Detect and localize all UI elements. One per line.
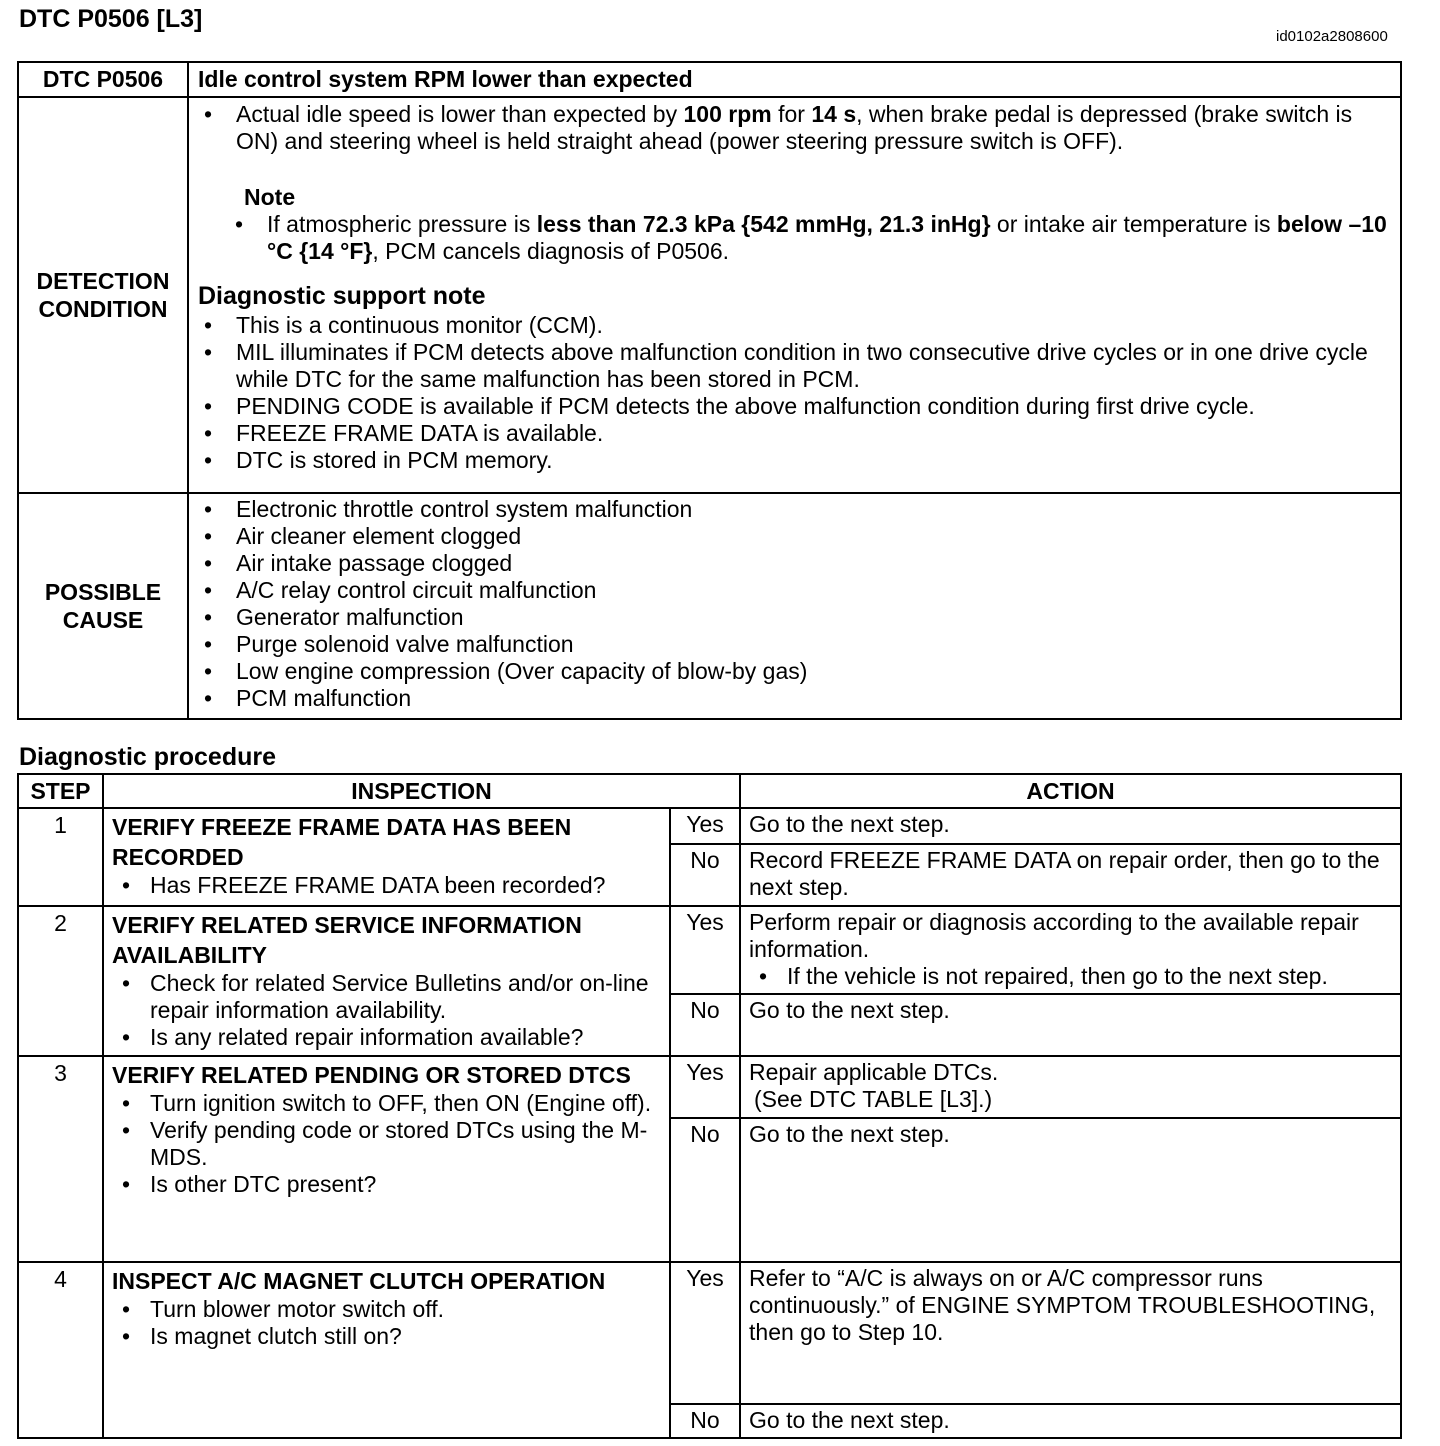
yes-action: Go to the next step. [740,808,1401,844]
cause-item: • A/C relay control circuit malfunction [189,577,1400,604]
step-row [18,906,1401,994]
dtc-description: Idle control system RPM lower than expected [188,62,1401,97]
step-title: VERIFY RELATED PENDING OR STORED DTCS [112,1062,631,1088]
yes-action: Repair applicable DTCs. (See DTC TABLE [L3].) [740,1056,1401,1118]
no-action: Go to the next step. [740,994,1401,1056]
dtc-code: DTC P0506 [18,62,188,97]
detection-condition-item: • Actual idle speed is lower than expected by 100 rpm for 14 s, when brake pedal is depressed (brake switch is ON) and steering wheel is held straight ahead (power steering pressure switch is OFF). [189,101,1400,155]
dtc-header-row [18,62,1401,97]
no-label: No [670,1118,740,1262]
possible-cause-row [18,493,1401,719]
step-header: STEP [18,774,103,808]
note-list [189,211,1400,265]
step-row [18,1056,1401,1118]
support-note-list [189,312,1400,474]
step-row [18,808,1401,844]
check-item: • Turn blower motor switch off. [112,1296,669,1323]
step-number: 2 [18,906,103,1056]
note-item: • If atmospheric pressure is less than 72.3 kPa {542 mmHg, 21.3 inHg} or intake air temperature is below –10 °C {14 °F}, PCM cancels diagnosis of P0506. [189,211,1400,265]
step-inspection [103,1262,670,1438]
procedure-header-row [18,774,1401,808]
step-inspection [103,1056,670,1262]
action-subitem: • If the vehicle is not repaired, then go to the next step. [749,963,1392,990]
yes-action: Perform repair or diagnosis according to the available repair information. • If the vehicle is not repaired, then go to the next step. [740,906,1401,994]
action-header: ACTION [740,774,1401,808]
no-action: Record FREEZE FRAME DATA on repair order, then go to the next step. [740,844,1401,906]
yes-label: Yes [670,906,740,994]
support-note-item: • MIL illuminates if PCM detects above malfunction condition in two consecutive drive cycles or in one drive cycle while DTC for the same malfunction has been stored in PCM. [189,339,1400,393]
cause-item: • Generator malfunction [189,604,1400,631]
check-item: • Is any related repair information available? [112,1024,669,1051]
note-title: Note [244,184,296,210]
diagnostic-procedure-title: Diagnostic procedure [19,743,276,771]
cause-item: • Low engine compression (Over capacity of blow-by gas) [189,658,1400,685]
no-label: No [670,1404,740,1438]
support-note-item: • This is a continuous monitor (CCM). [189,312,1400,339]
diagnostic-support-note-title: Diagnostic support note [198,282,486,310]
detection-condition-content [188,97,1401,493]
support-note-item: • FREEZE FRAME DATA is available. [189,420,1400,447]
no-label: No [670,994,740,1056]
document-id: id0102a2808600 [1276,28,1388,45]
yes-label: Yes [670,808,740,844]
cause-item: • Purge solenoid valve malfunction [189,631,1400,658]
check-item: • Has FREEZE FRAME DATA been recorded? [112,872,669,899]
page-title: DTC P0506 [L3] [19,5,203,33]
step-title: VERIFY FREEZE FRAME DATA HAS BEEN RECORDED [112,814,572,870]
support-note-item: • PENDING CODE is available if PCM detects the above malfunction condition during first drive cycle. [189,393,1400,420]
yes-label: Yes [670,1262,740,1404]
dtc-summary-table [17,61,1402,720]
step-number: 4 [18,1262,103,1438]
check-item: • Turn ignition switch to OFF, then ON (Engine off). [112,1090,669,1117]
diagnostic-procedure-table [17,773,1402,1439]
no-label: No [670,844,740,906]
cause-item: • Electronic throttle control system malfunction [189,496,1400,523]
no-action: Go to the next step. [740,1404,1401,1438]
step-number: 3 [18,1056,103,1262]
possible-cause-label: POSSIBLE CAUSE [18,493,188,719]
check-item: • Is magnet clutch still on? [112,1323,669,1350]
check-item: • Is other DTC present? [112,1171,669,1198]
step-row [18,1262,1401,1404]
cause-item: • PCM malfunction [189,685,1400,712]
cause-list [189,496,1400,712]
cause-item: • Air cleaner element clogged [189,523,1400,550]
dtc-table-reference: (See DTC TABLE [L3].) [754,1086,993,1112]
check-item: • Verify pending code or stored DTCs using the M-MDS. [112,1117,669,1171]
step-inspection [103,906,670,1056]
possible-cause-content [188,493,1401,719]
step-title: INSPECT A/C MAGNET CLUTCH OPERATION [112,1268,606,1294]
inspection-header: INSPECTION [103,774,740,808]
step-inspection [103,808,670,906]
step-title: VERIFY RELATED SERVICE INFORMATION AVAILABILITY [112,912,582,968]
yes-action: Refer to “A/C is always on or A/C compressor runs continuously.” of ENGINE SYMPTOM TROUBLESHOOTING, then go to Step 10. [740,1262,1401,1404]
step-number: 1 [18,808,103,906]
yes-label: Yes [670,1056,740,1118]
cause-item: • Air intake passage clogged [189,550,1400,577]
detection-condition-row [18,97,1401,493]
detection-condition-label: DETECTION CONDITION [18,97,188,493]
support-note-item: • DTC is stored in PCM memory. [189,447,1400,474]
no-action: Go to the next step. [740,1118,1401,1262]
check-item: • Check for related Service Bulletins and/or on-line repair information availability. [112,970,669,1024]
